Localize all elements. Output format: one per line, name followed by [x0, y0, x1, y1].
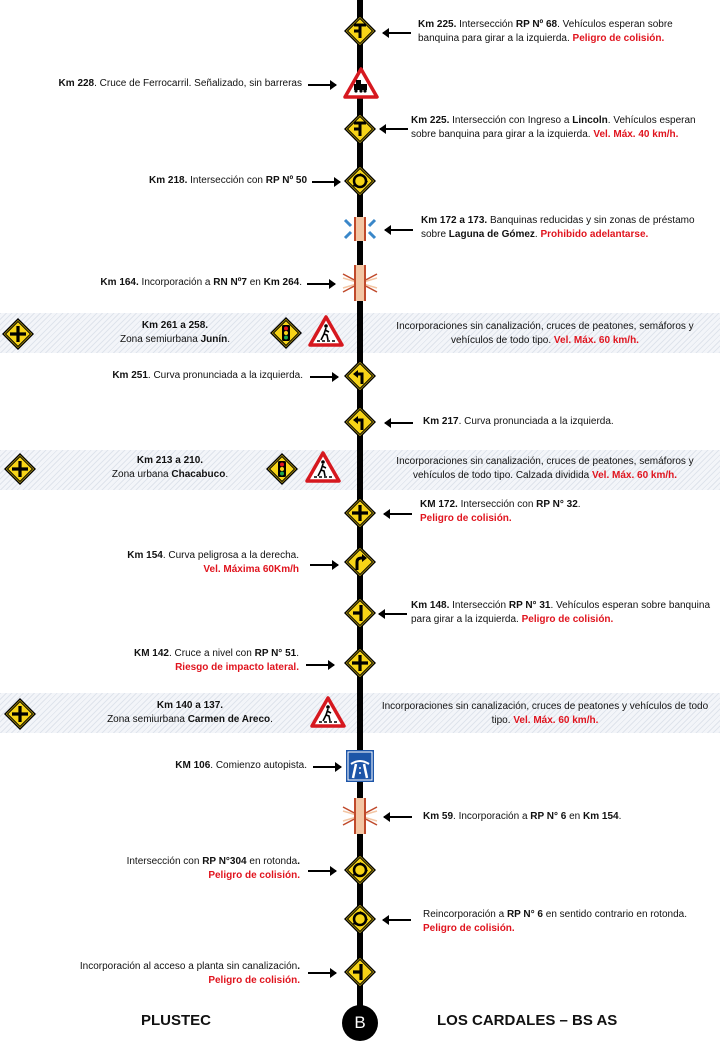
entry-rp6-reentry: Reincorporación a RP N° 6 en sentido contrario en rotonda. Peligro de colisión.	[423, 909, 687, 934]
entry-km164-rn7: Km 164. Incorporación a RN Nº7 en Km 264.	[100, 277, 302, 288]
pointer-arrow	[380, 128, 408, 130]
route-end-marker: B	[342, 1005, 378, 1041]
highway-merge-icon	[341, 264, 379, 302]
pointer-arrow	[384, 816, 412, 818]
entry-km172-laguna: Km 172 a 173. Banquinas reducidas y sin zonas de préstamo sobre Laguna de Gómez. Prohibido adelantarse.	[421, 215, 695, 240]
entry-rp304-roundabout: Intersección con RP N°304 en rotonda. Peligro de colisión.	[126, 856, 300, 881]
bridge-over-water-icon	[343, 214, 377, 244]
entry-km251-curve: Km 251. Curva pronunciada a la izquierda.	[112, 370, 303, 381]
crossroads-icon	[2, 318, 34, 350]
railroad-crossing-icon	[343, 67, 379, 99]
entry-km154-curve: Km 154. Curva peligrosa a la derecha. Vel. Máxima 60Km/h	[127, 550, 299, 575]
entry-km59-rp6: Km 59. Incorporación a RP N° 6 en Km 154.	[423, 811, 622, 822]
highway-merge-icon	[341, 797, 379, 835]
pointer-arrow	[313, 766, 341, 768]
entry-junin-detail: Incorporaciones sin canalización, cruces de peatones, semáforos y vehículos de todo tipo. Vel. Máx. 60 km/h.	[396, 321, 694, 346]
pointer-arrow	[310, 376, 338, 378]
pointer-arrow	[385, 229, 413, 231]
left-turn-junction-icon	[344, 113, 376, 145]
pointer-arrow	[385, 422, 413, 424]
traffic-light-icon	[266, 453, 298, 485]
entry-km140-carmen: Km 140 a 137. Zona semiurbana Carmen de Areco.	[107, 700, 273, 725]
pointer-arrow	[379, 613, 407, 615]
sharp-left-curve-icon	[344, 406, 376, 438]
entry-chacabuco-detail: Incorporaciones sin canalización, cruces de peatones, semáforos y vehículos de todo tipo. Calzada dividida Vel. Máx. 60 km/h.	[396, 456, 694, 481]
right-curve-icon	[344, 546, 376, 578]
traffic-light-icon	[270, 317, 302, 349]
left-junction-icon	[344, 597, 376, 629]
pedestrian-crossing-icon	[308, 315, 344, 347]
entry-plant-access: Incorporación al acceso a planta sin canalización. Peligro de colisión.	[79, 961, 300, 986]
crossroads-icon	[344, 647, 376, 679]
pedestrian-crossing-icon	[310, 696, 346, 728]
pointer-arrow	[307, 283, 335, 285]
entry-carmen-detail: Incorporaciones sin canalización, cruces de peatones y vehículos de todo tipo. Vel. Máx. 60 km/h.	[381, 701, 709, 726]
entry-km142-rp51: KM 142. Cruce a nivel con RP N° 51. Riesgo de impacto lateral.	[133, 648, 299, 673]
destination-label: LOS CARDALES – BS AS	[437, 1012, 618, 1029]
pointer-arrow	[308, 84, 336, 86]
pointer-arrow	[384, 513, 412, 515]
pointer-arrow	[312, 181, 340, 183]
origin-label: PLUSTEC	[141, 1012, 212, 1029]
left-junction-icon	[344, 956, 376, 988]
pointer-arrow	[310, 564, 338, 566]
roundabout-icon	[344, 903, 376, 935]
entry-km218-rp50: Km 218. Intersección con RP Nº 50	[149, 175, 307, 186]
entry-km217-curve: Km 217. Curva pronunciada a la izquierda.	[423, 416, 614, 427]
entry-km148-rp31: Km 148. Intersección RP N° 31. Vehículos esperan sobre banquina para girar a la izquierda. Peligro de colisión.	[411, 600, 711, 625]
crossroads-icon	[344, 497, 376, 529]
pointer-arrow	[308, 870, 336, 872]
highway-start-icon	[346, 750, 374, 782]
entry-km106-highway: KM 106. Comienzo autopista.	[175, 760, 307, 771]
sharp-left-curve-icon	[344, 360, 376, 392]
roundabout-icon	[344, 165, 376, 197]
crossroads-icon	[4, 698, 36, 730]
entry-km261-junin: Km 261 a 258. Zona semiurbana Junín.	[119, 320, 231, 345]
entry-km228-railroad: Km 228. Cruce de Ferrocarril. Señalizado, sin barreras	[58, 78, 302, 89]
pointer-arrow	[383, 919, 411, 921]
entry-km225-lincoln: Km 225. Intersección con Ingreso a Lincoln. Vehículos esperan sobre banquina para girar a la izquierda. Vel. Máx. 40 km/h.	[411, 115, 696, 140]
entry-km225-rp68: Km 225. Intersección RP Nº 68. Vehículos esperan sobre banquina para girar a la izquierda. Peligro de colisión.	[418, 19, 673, 44]
pointer-arrow	[308, 972, 336, 974]
entry-km172-rp32: KM 172. Intersección con RP N° 32. Peligro de colisión.	[420, 499, 581, 524]
roundabout-icon	[344, 854, 376, 886]
pointer-arrow	[306, 664, 334, 666]
crossroads-icon	[4, 453, 36, 485]
left-turn-junction-icon	[344, 15, 376, 47]
entry-km213-chacabuco: Km 213 a 210. Zona urbana Chacabuco.	[111, 455, 229, 480]
pedestrian-crossing-icon	[305, 451, 341, 483]
pointer-arrow	[383, 32, 411, 34]
